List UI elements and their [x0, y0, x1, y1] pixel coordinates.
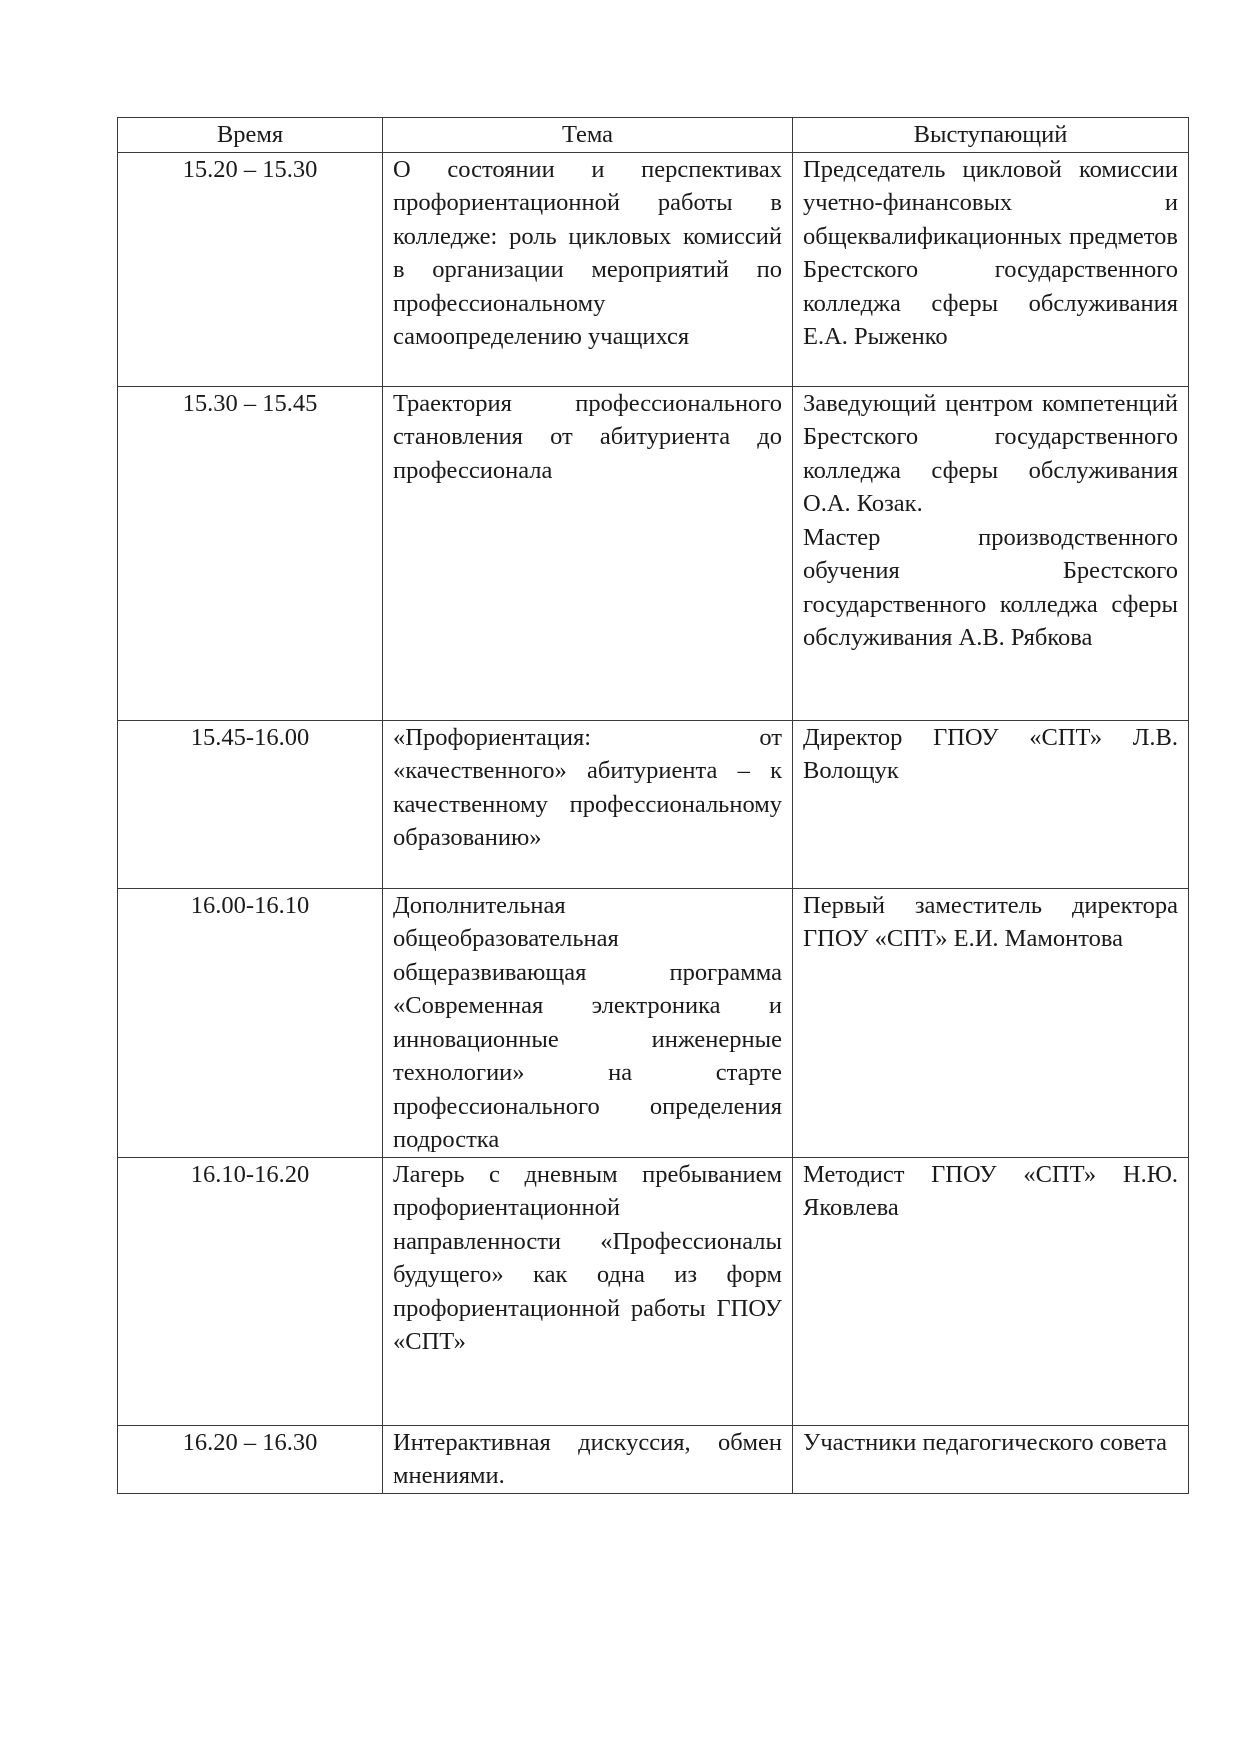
row-speaker: Председатель цикловой комиссии учетно-финансовых и общеквалификационных предметов Брестского государственного колледжа сферы обслуживания Е.А. Рыженко	[793, 152, 1189, 386]
table-row	[118, 386, 1189, 720]
row-time: 16.00-16.10	[118, 888, 383, 1157]
row-speaker: Заведующий центром компетенций Брестского государственного колледжа сферы обслуживания О.А. Козак.	[803, 389, 1178, 517]
row-time: 16.20 – 16.30	[118, 1425, 383, 1493]
table-row	[118, 1157, 1189, 1425]
row-time: 15.45-16.00	[118, 720, 383, 888]
row-speaker: Первый заместитель директора ГПОУ «СПТ» Е.И. Мамонтова	[793, 888, 1189, 1157]
row-speaker-cell	[793, 386, 1189, 720]
table-row	[118, 152, 1189, 386]
row-time: 15.30 – 15.45	[118, 386, 383, 720]
header-time: Время	[118, 118, 383, 153]
row-topic: Интерактивная дискуссия, обмен мнениями.	[383, 1425, 793, 1493]
row-topic: Дополнительная общеобразовательная общеразвивающая программа «Современная электроника и инновационные инженерные технологии» на старте профессионального определения подростка	[383, 888, 793, 1157]
row-time: 16.10-16.20	[118, 1157, 383, 1425]
row-topic: О состоянии и перспективах профориентационной работы в колледже: роль цикловых комиссий в организации мероприятий по профессиональному самоопределению учащихся	[383, 152, 793, 386]
table-row	[118, 888, 1189, 1157]
table-header-row	[118, 118, 1189, 153]
row-time: 15.20 – 15.30	[118, 152, 383, 386]
row-topic: «Профориентация: от «качественного» абитуриента – к качественному профессиональному образованию»	[383, 720, 793, 888]
row-topic: Лагерь с дневным пребыванием профориентационной направленности «Профессионалы будущего» как одна из форм профориентационной работы ГПОУ «СПТ»	[383, 1157, 793, 1425]
row-topic: Траектория профессионального становления от абитуриента до профессионала	[383, 386, 793, 720]
row-speaker: Директор ГПОУ «СПТ» Л.В. Волощук	[793, 720, 1189, 888]
table-row	[118, 720, 1189, 888]
table-row	[118, 1425, 1189, 1493]
row-speaker: Методист ГПОУ «СПТ» Н.Ю. Яковлева	[793, 1157, 1189, 1425]
schedule-table	[117, 117, 1189, 1494]
header-topic: Тема	[383, 118, 793, 153]
row-speaker-second: Мастер производственного обучения Брестского государственного колледжа сферы обслуживания А.В. Рябкова	[803, 523, 1178, 651]
header-speaker: Выступающий	[793, 118, 1189, 153]
row-speaker: Участники педагогического совета	[793, 1425, 1189, 1493]
